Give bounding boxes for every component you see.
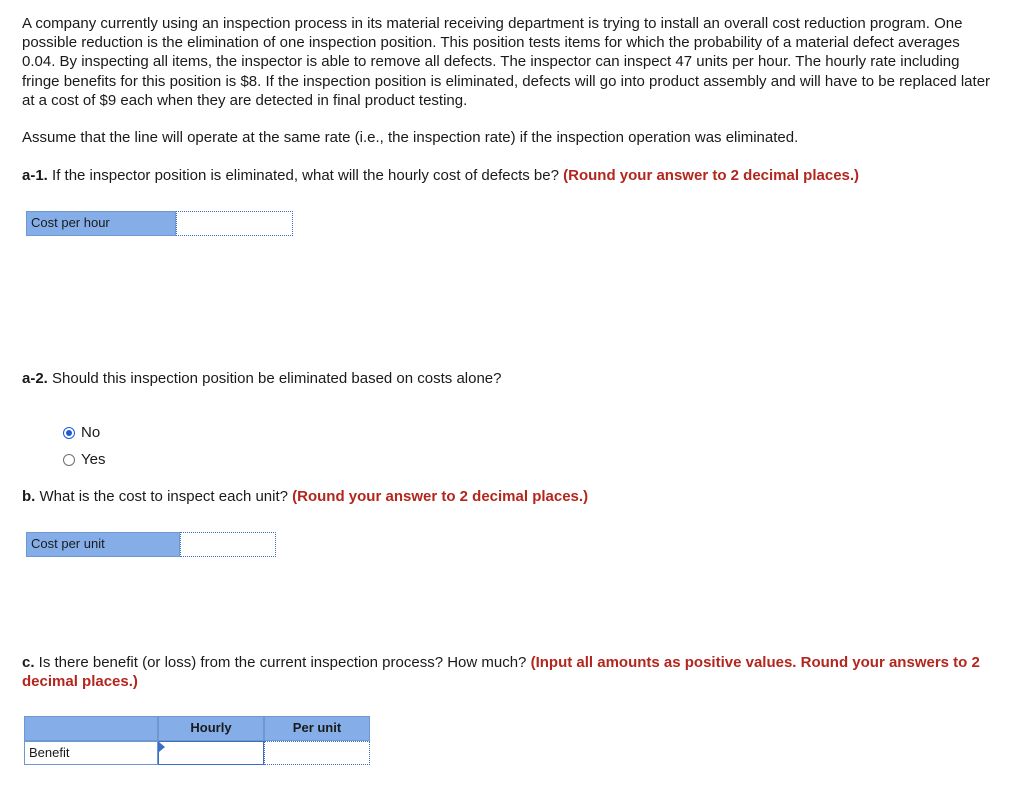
question-a1 (22, 166, 859, 185)
table-header-blank (24, 716, 158, 741)
question-a2-text: Should this inspection position be eliminated based on costs alone? (47, 370, 502, 387)
question-c-number: c. (22, 654, 35, 671)
table-header-hourly: Hourly (158, 716, 264, 741)
question-a1-note: (Round your answer to 2 decimal places.) (563, 167, 860, 184)
question-a1-text: If the inspector position is eliminated, what will the hourly cost of defects be? (47, 167, 564, 184)
problem-intro: A company currently using an inspection process in its material receiving department is trying to install an overall cost reduction program. One possible reduction is the elimination of one inspection position. This position tests items for which the probability of a material defect averages 0.04. By inspecting all items, the inspector is able to remove all defects. The inspector can inspect 47 units per hour. The hourly rate including fringe benefits for this position is $8. If the inspection position is eliminated, defects will go into product assembly and will have to be replaced later at a cost of $9 each when they are detected in final product testing. (22, 15, 991, 109)
cost-per-hour-label: Cost per hour (26, 211, 176, 236)
question-b (22, 487, 588, 506)
question-c-text: Is there benefit (or loss) from the current inspection process? How much? (34, 654, 531, 671)
radio-option-no[interactable] (63, 424, 100, 441)
table-header-per-unit: Per unit (264, 716, 370, 741)
radio-yes-button[interactable] (63, 454, 75, 466)
benefit-hourly-input[interactable] (158, 741, 264, 765)
question-a2 (22, 369, 502, 388)
question-a1-number: a-1. (22, 167, 48, 184)
benefit-per-unit-input[interactable] (264, 741, 370, 765)
assumption-text: Assume that the line will operate at the same rate (i.e., the inspection rate) if the inspection operation was eliminated. (22, 129, 799, 146)
question-c (22, 653, 982, 691)
question-b-text: What is the cost to inspect each unit? (35, 488, 293, 505)
question-a2-number: a-2. (22, 370, 48, 387)
question-b-number: b. (22, 488, 36, 505)
cost-per-unit-input[interactable] (180, 532, 276, 557)
dropdown-marker-icon (159, 742, 165, 752)
cost-per-unit-label: Cost per unit (26, 532, 180, 557)
cost-per-hour-input[interactable] (176, 211, 293, 236)
radio-yes-label: Yes (81, 451, 106, 468)
radio-no-label: No (81, 424, 101, 441)
benefit-row-label: Benefit (24, 741, 158, 765)
radio-no-button[interactable] (63, 427, 75, 439)
radio-option-yes[interactable] (63, 451, 105, 468)
question-c-note: (Input all amounts as positive values. Round your answers to 2 decimal places.) (22, 654, 980, 690)
question-b-note: (Round your answer to 2 decimal places.) (292, 488, 589, 505)
